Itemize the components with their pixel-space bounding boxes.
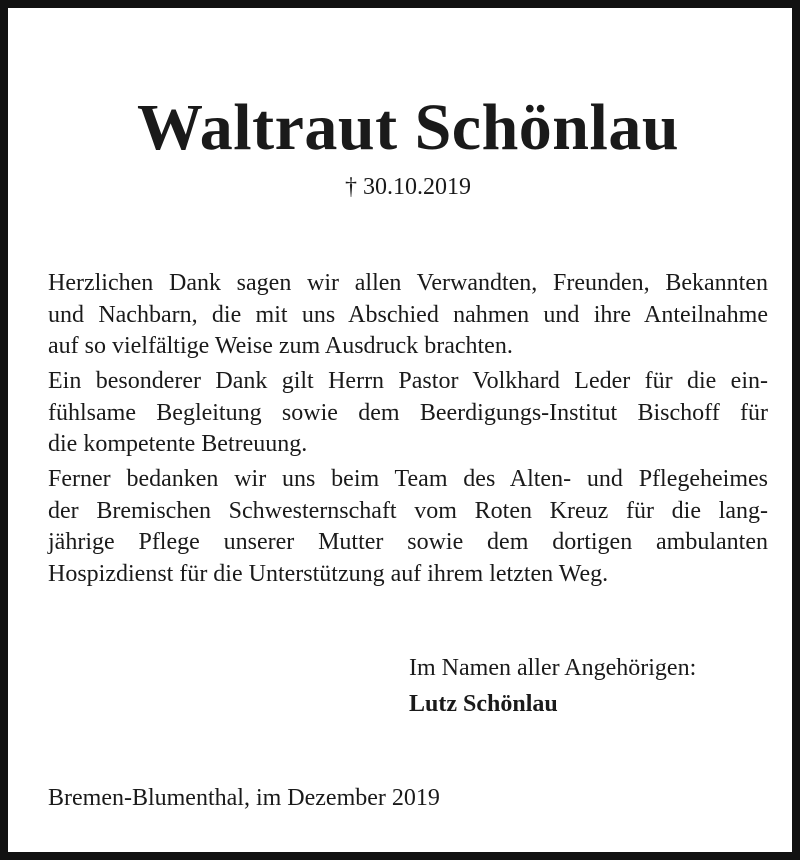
paragraph-line: fühlsame Begleitung sowie dem Beerdigungs-Institut Bischoff für bbox=[48, 399, 768, 426]
paragraph-line: Ferner bedanken wir uns beim Team des Alten- und Pflegeheimes bbox=[48, 466, 768, 492]
deceased-name: Waltraut Schönlau bbox=[136, 91, 680, 164]
thanks-paragraph-3 bbox=[48, 464, 768, 590]
closing-phrase: Im Namen aller Angehörigen: bbox=[409, 655, 697, 681]
place-date: Bremen-Blumenthal, im Dezember 2019 bbox=[48, 785, 440, 811]
paragraph-line: Ein besonderer Dank gilt Herrn Pastor Volkhard Leder für die ein- bbox=[48, 368, 768, 394]
signer-name: Lutz Schönlau bbox=[409, 691, 558, 717]
paragraph-line: Herzlichen Dank sagen wir allen Verwandten, Freunden, Bekannten bbox=[48, 270, 768, 296]
paragraph-line: auf so vielfältige Weise zum Ausdruck brachten. bbox=[48, 333, 513, 359]
thanks-paragraph-2 bbox=[48, 366, 768, 461]
paragraph-line: die kompetente Betreuung. bbox=[48, 431, 308, 457]
death-date: † 30.10.2019 bbox=[345, 174, 471, 200]
paragraph-line: und Nachbarn, die mit uns Abschied nahmen und ihre Anteilnahme bbox=[48, 301, 768, 328]
thanks-paragraph-1 bbox=[48, 268, 768, 363]
closing-block bbox=[409, 650, 696, 722]
paragraph-line: Hospizdienst für die Unterstützung auf ihrem letzten Weg. bbox=[48, 560, 609, 587]
paragraph-line: der Bremischen Schwesternschaft vom Roten Kreuz für die lang- bbox=[48, 497, 768, 524]
paragraph-line: jährige Pflege unserer Mutter sowie dem dortigen ambulanten bbox=[48, 529, 768, 555]
